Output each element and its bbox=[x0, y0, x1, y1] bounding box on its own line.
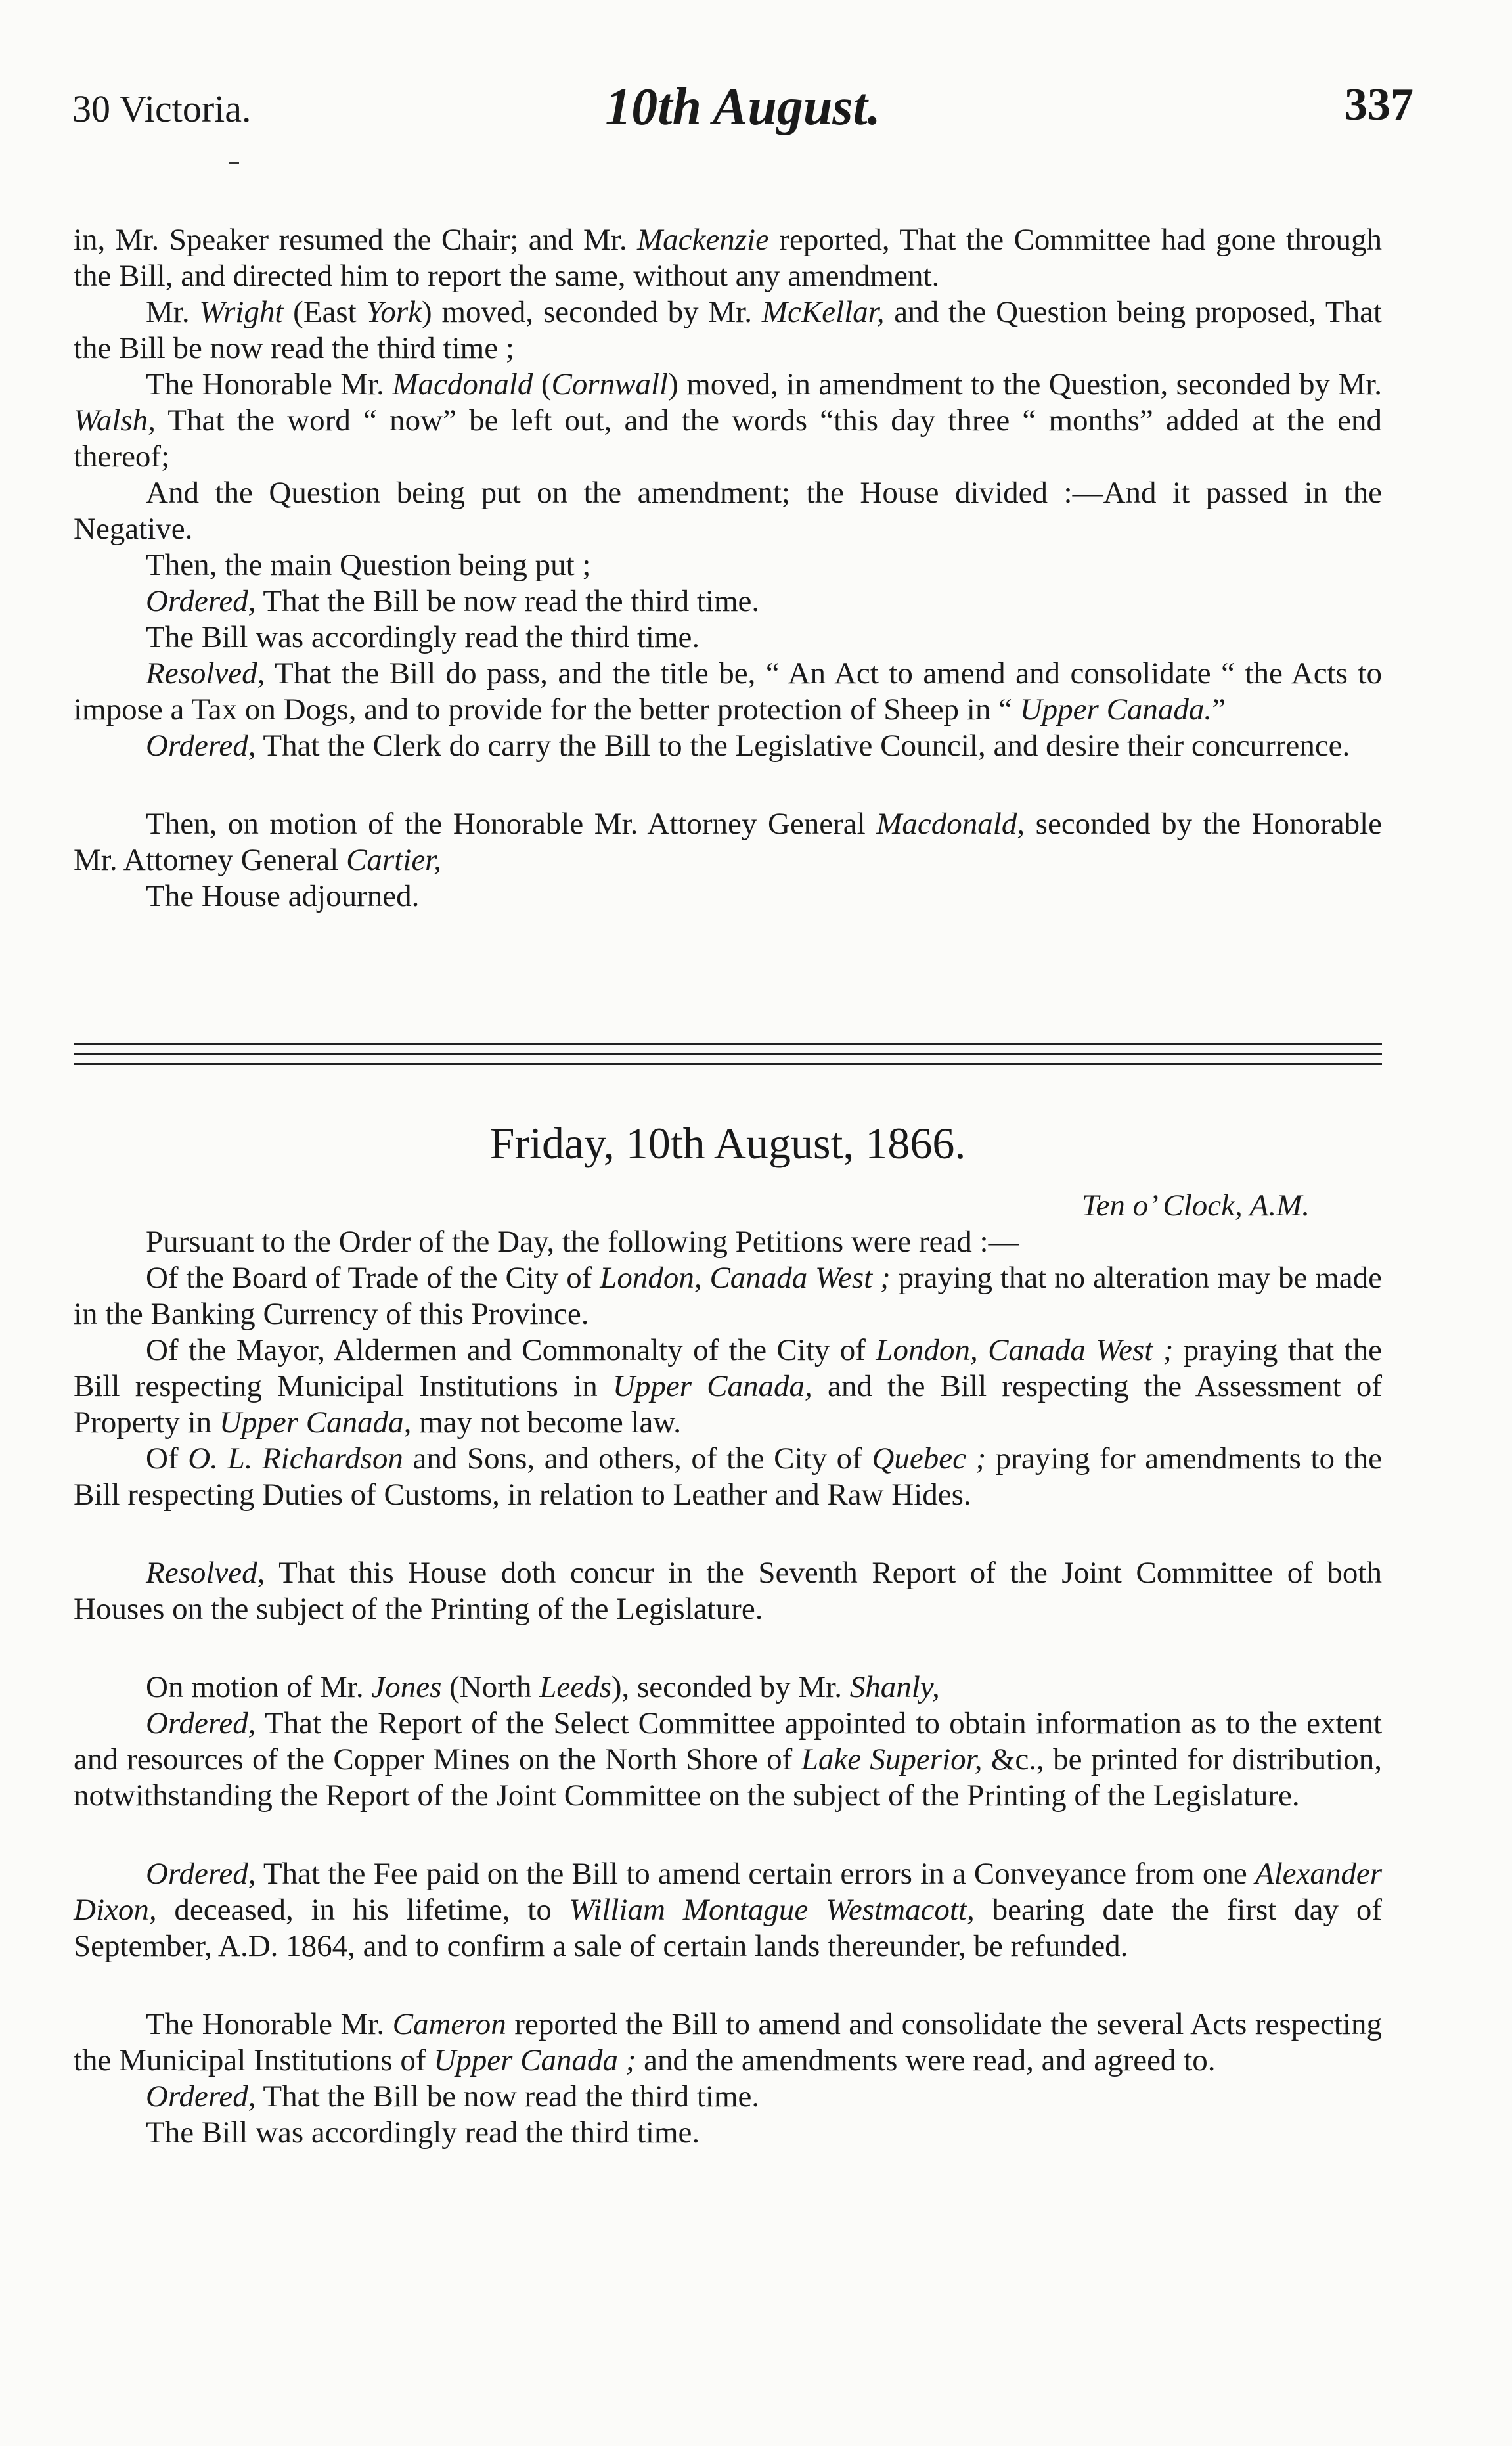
paragraph: in, Mr. Speaker resumed the Chair; and Mr. Mackenzie reported, That the Committee had gone through the Bill, and directed him to report the same, without any amendment. bbox=[74, 223, 1382, 293]
paragraph: Ordered, That the Bill be now read the third time. bbox=[146, 2079, 760, 2114]
paragraph: The Honorable Mr. Macdonald (Cornwall) moved, in amendment to the Question, seconded by Mr. Walsh, That the word “ now” be left out, and the words “this day three “ months” added at the end thereof; bbox=[74, 367, 1383, 474]
sitting-time: Ten o’ Clock, A.M. bbox=[1081, 1189, 1310, 1223]
paragraph: Then, the main Question being put ; bbox=[146, 548, 591, 582]
paragraph: Of the Board of Trade of the City of London, Canada West ; praying that no alteration may be made in the Banking Currency of this Province. bbox=[74, 1261, 1383, 1331]
paragraph: Of O. L. Richardson and Sons, and others, of the City of Quebec ; praying for amendments to the Bill respecting Duties of Customs, in relation to Leather and Raw Hides. bbox=[74, 1441, 1383, 1512]
section-divider bbox=[74, 1043, 1382, 1073]
paragraph: Resolved, That the Bill do pass, and the title be, “ An Act to amend and consolidate “ the Acts to impose a Tax on Dogs, and to provide for the better protection of Sheep in “ Upper Canada.” bbox=[74, 656, 1382, 727]
friday-proceedings bbox=[74, 1117, 1382, 2151]
paragraph: Mr. Wright (East York) moved, seconded by Mr. McKellar, and the Question being proposed, That the Bill be now read the third time ; bbox=[74, 295, 1382, 365]
paragraph: Ordered, That the Report of the Select Committee appointed to obtain information as to the extent and resources of the Copper Mines on the North Shore of Lake Superior, &c., be printed for distribution, notwithstanding the Report of the Joint Committee on the subject of the Printing of the Legislature. bbox=[74, 1706, 1383, 1813]
header-date: 10th August. bbox=[605, 78, 881, 136]
divider-line bbox=[74, 1063, 1382, 1065]
divider-line bbox=[74, 1043, 1382, 1045]
paragraph: The Honorable Mr. Cameron reported the Bill to amend and consolidate the several Acts respecting the Municipal Institutions of Upper Canada ; and the amendments were read, and agreed to. bbox=[74, 2007, 1382, 2077]
day-heading: Friday, 10th August, 1866. bbox=[489, 1118, 966, 1168]
paragraph: Of the Mayor, Aldermen and Commonalty of the City of London, Canada West ; praying that the Bill respecting Municipal Institutions in Upper Canada, and the Bill respecting the Assessment of Property in Upper Canada, may not become law. bbox=[74, 1333, 1382, 1439]
session-label: 30 Victoria. bbox=[72, 87, 252, 130]
paragraph: And the Question being put on the amendment; the House divided :—And it passed in the Negative. bbox=[74, 476, 1382, 546]
previous-day-proceedings bbox=[74, 222, 1382, 915]
paragraph: Ordered, That the Bill be now read the third time. bbox=[146, 584, 760, 618]
paragraph: Then, on motion of the Honorable Mr. Attorney General Macdonald, seconded by the Honorable Mr. Attorney General Cartier, bbox=[74, 807, 1383, 877]
paragraph: The Bill was accordingly read the third time. bbox=[146, 2116, 700, 2150]
paragraph: The House adjourned. bbox=[146, 879, 420, 913]
paragraph: Ordered, That the Fee paid on the Bill to amend certain errors in a Conveyance from one Alexander Dixon, deceased, in his lifetime, to William Montague Westmacott, bearing date the first day of September, A.D. 1864, and to confirm a sale of certain lands thereunder, be refunded. bbox=[74, 1857, 1382, 1963]
page-number: 337 bbox=[1345, 79, 1413, 130]
paragraph: Resolved, That this House doth concur in the Seventh Report of the Joint Committee of both Houses on the subject of the Printing of the Legislature. bbox=[74, 1556, 1382, 1626]
paragraph: Pursuant to the Order of the Day, the following Petitions were read :— bbox=[146, 1225, 1019, 1259]
paragraph: On motion of Mr. Jones (North Leeds), seconded by Mr. Shanly, bbox=[146, 1670, 940, 1704]
header-rule-mark bbox=[229, 162, 239, 164]
page-header bbox=[72, 78, 1413, 137]
divider-line bbox=[74, 1053, 1382, 1055]
paragraph: Ordered, That the Clerk do carry the Bill to the Legislative Council, and desire their concurrence. bbox=[146, 729, 1350, 763]
paragraph: The Bill was accordingly read the third time. bbox=[146, 620, 700, 654]
